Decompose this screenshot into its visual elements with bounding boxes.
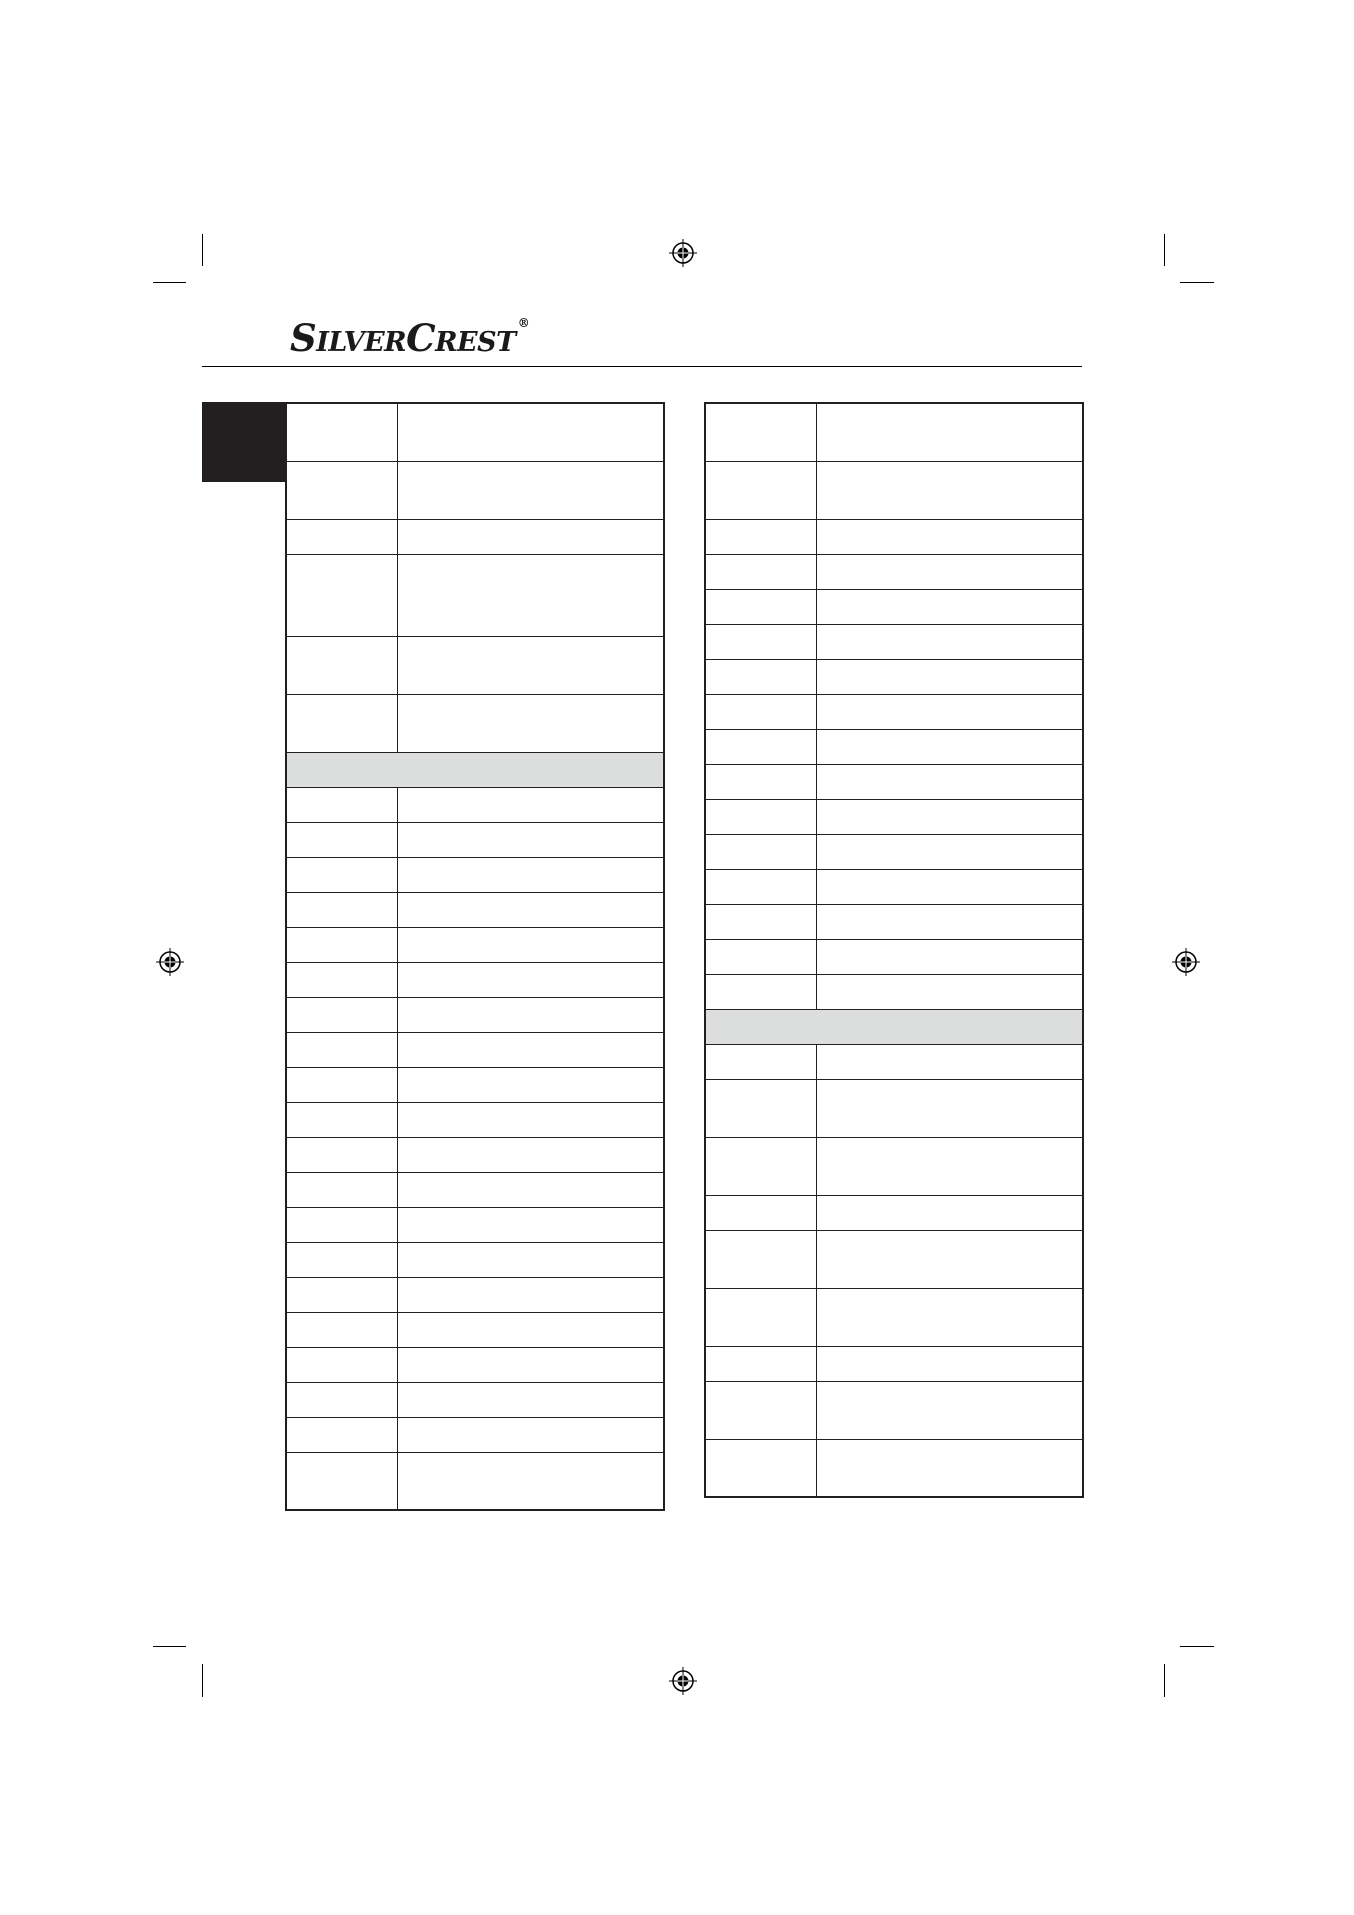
table-row bbox=[705, 624, 1083, 659]
value-cell bbox=[397, 554, 664, 636]
value-cell bbox=[397, 1277, 664, 1312]
label-cell bbox=[286, 962, 397, 997]
label-cell bbox=[705, 403, 816, 461]
logo-letter-c: C bbox=[406, 316, 436, 360]
label-cell bbox=[286, 1102, 397, 1137]
table-row bbox=[705, 519, 1083, 554]
label-cell bbox=[705, 554, 816, 589]
value-cell bbox=[397, 857, 664, 892]
value-cell bbox=[816, 1044, 1083, 1079]
table-row bbox=[286, 1242, 664, 1277]
value-cell bbox=[397, 1102, 664, 1137]
label-cell bbox=[286, 1032, 397, 1067]
value-cell bbox=[816, 1137, 1083, 1195]
label-cell bbox=[705, 974, 816, 1009]
spec-table-left bbox=[285, 402, 665, 1511]
label-cell bbox=[705, 461, 816, 519]
value-cell bbox=[397, 927, 664, 962]
table-row bbox=[286, 1382, 664, 1417]
table-row bbox=[286, 962, 664, 997]
value-cell bbox=[816, 589, 1083, 624]
table-row bbox=[286, 1102, 664, 1137]
label-cell bbox=[705, 624, 816, 659]
table-row bbox=[286, 461, 664, 519]
value-cell bbox=[816, 403, 1083, 461]
value-cell bbox=[397, 1382, 664, 1417]
table-row bbox=[286, 892, 664, 927]
table-row bbox=[286, 857, 664, 892]
label-cell bbox=[705, 1439, 816, 1497]
table-row bbox=[286, 997, 664, 1032]
label-cell bbox=[286, 892, 397, 927]
registration-mark-right-icon bbox=[1171, 947, 1201, 977]
table-row bbox=[705, 1137, 1083, 1195]
table-row bbox=[286, 1347, 664, 1382]
label-cell bbox=[286, 1312, 397, 1347]
registration-mark-bottom-icon bbox=[668, 1666, 698, 1696]
label-cell bbox=[286, 822, 397, 857]
table-row bbox=[286, 1452, 664, 1510]
logo-text-ilver: ILVER bbox=[316, 327, 407, 358]
spec-table-right bbox=[704, 402, 1084, 1498]
label-cell bbox=[705, 904, 816, 939]
brand-logo bbox=[290, 316, 530, 360]
value-cell bbox=[397, 1417, 664, 1452]
value-cell bbox=[397, 892, 664, 927]
table-row bbox=[705, 1195, 1083, 1230]
label-cell bbox=[286, 1347, 397, 1382]
label-cell bbox=[286, 403, 397, 461]
table-row bbox=[286, 787, 664, 822]
table-row bbox=[705, 589, 1083, 624]
table-row bbox=[705, 659, 1083, 694]
table-row bbox=[286, 927, 664, 962]
value-cell bbox=[816, 659, 1083, 694]
value-cell bbox=[397, 461, 664, 519]
value-cell bbox=[816, 1439, 1083, 1497]
label-cell bbox=[286, 1382, 397, 1417]
table-row bbox=[286, 1172, 664, 1207]
value-cell bbox=[816, 1381, 1083, 1439]
crop-mark-top-left-horizontal bbox=[153, 282, 186, 283]
table-row bbox=[705, 939, 1083, 974]
value-cell bbox=[816, 1230, 1083, 1288]
table-row bbox=[705, 403, 1083, 461]
value-cell bbox=[816, 694, 1083, 729]
table-row bbox=[286, 694, 664, 752]
table-row bbox=[705, 1079, 1083, 1137]
section-header-row bbox=[286, 752, 664, 787]
table-row bbox=[286, 1277, 664, 1312]
label-cell bbox=[286, 787, 397, 822]
registered-trademark: ® bbox=[517, 316, 530, 330]
table-row bbox=[286, 403, 664, 461]
label-cell bbox=[705, 1137, 816, 1195]
language-side-tab bbox=[202, 402, 286, 482]
table-row bbox=[705, 974, 1083, 1009]
value-cell bbox=[397, 1312, 664, 1347]
table-row bbox=[286, 1032, 664, 1067]
label-cell bbox=[705, 1079, 816, 1137]
table-row bbox=[286, 1312, 664, 1347]
value-cell bbox=[397, 1207, 664, 1242]
table-row bbox=[705, 1381, 1083, 1439]
label-cell bbox=[705, 589, 816, 624]
table-row bbox=[705, 799, 1083, 834]
label-cell bbox=[705, 694, 816, 729]
crop-mark-bottom-left-vertical bbox=[202, 1664, 203, 1697]
label-cell bbox=[286, 1242, 397, 1277]
value-cell bbox=[397, 1172, 664, 1207]
value-cell bbox=[397, 636, 664, 694]
value-cell bbox=[397, 694, 664, 752]
value-cell bbox=[397, 1137, 664, 1172]
label-cell bbox=[286, 1207, 397, 1242]
value-cell bbox=[816, 554, 1083, 589]
table-row bbox=[705, 1044, 1083, 1079]
label-cell bbox=[705, 1044, 816, 1079]
table-row bbox=[286, 1417, 664, 1452]
table-row bbox=[286, 554, 664, 636]
table-row bbox=[705, 554, 1083, 589]
logo-letter-s: S bbox=[290, 316, 317, 360]
label-cell bbox=[705, 1346, 816, 1381]
table-row bbox=[705, 904, 1083, 939]
value-cell bbox=[816, 624, 1083, 659]
label-cell bbox=[705, 1381, 816, 1439]
label-cell bbox=[705, 519, 816, 554]
value-cell bbox=[816, 939, 1083, 974]
label-cell bbox=[286, 636, 397, 694]
section-header-cell bbox=[286, 752, 664, 787]
value-cell bbox=[397, 519, 664, 554]
label-cell bbox=[705, 729, 816, 764]
label-cell bbox=[286, 1277, 397, 1312]
value-cell bbox=[816, 764, 1083, 799]
section-header-cell bbox=[705, 1009, 1083, 1044]
value-cell bbox=[816, 519, 1083, 554]
value-cell bbox=[816, 729, 1083, 764]
label-cell bbox=[705, 1288, 816, 1346]
value-cell bbox=[397, 1452, 664, 1510]
value-cell bbox=[816, 799, 1083, 834]
value-cell bbox=[816, 904, 1083, 939]
crop-mark-top-right-horizontal bbox=[1180, 282, 1214, 283]
crop-mark-top-right-vertical bbox=[1164, 234, 1165, 266]
label-cell bbox=[286, 1452, 397, 1510]
value-cell bbox=[816, 1079, 1083, 1137]
crop-mark-top-left-vertical bbox=[202, 234, 203, 266]
label-cell bbox=[286, 1067, 397, 1102]
crop-mark-bottom-left-horizontal bbox=[153, 1646, 186, 1647]
table-row bbox=[705, 1288, 1083, 1346]
value-cell bbox=[816, 1288, 1083, 1346]
value-cell bbox=[816, 869, 1083, 904]
label-cell bbox=[705, 834, 816, 869]
value-cell bbox=[397, 403, 664, 461]
label-cell bbox=[705, 799, 816, 834]
value-cell bbox=[816, 834, 1083, 869]
label-cell bbox=[286, 519, 397, 554]
label-cell bbox=[286, 554, 397, 636]
value-cell bbox=[397, 822, 664, 857]
value-cell bbox=[397, 1067, 664, 1102]
table-row bbox=[286, 636, 664, 694]
value-cell bbox=[816, 974, 1083, 1009]
label-cell bbox=[705, 1230, 816, 1288]
label-cell bbox=[705, 1195, 816, 1230]
label-cell bbox=[286, 1172, 397, 1207]
value-cell bbox=[397, 1347, 664, 1382]
table-row bbox=[286, 1067, 664, 1102]
label-cell bbox=[286, 857, 397, 892]
value-cell bbox=[816, 1346, 1083, 1381]
header-divider bbox=[202, 366, 1082, 367]
table-row bbox=[286, 1207, 664, 1242]
label-cell bbox=[705, 659, 816, 694]
value-cell bbox=[397, 997, 664, 1032]
label-cell bbox=[286, 997, 397, 1032]
crop-mark-bottom-right-vertical bbox=[1164, 1664, 1165, 1697]
table-row bbox=[705, 694, 1083, 729]
logo-text-rest: REST bbox=[435, 327, 516, 358]
section-header-row bbox=[705, 1009, 1083, 1044]
table-row bbox=[705, 764, 1083, 799]
label-cell bbox=[705, 869, 816, 904]
label-cell bbox=[705, 764, 816, 799]
value-cell bbox=[397, 787, 664, 822]
label-cell bbox=[286, 1417, 397, 1452]
table-row bbox=[705, 834, 1083, 869]
table-row bbox=[705, 1439, 1083, 1497]
value-cell bbox=[397, 1242, 664, 1277]
label-cell bbox=[286, 461, 397, 519]
label-cell bbox=[286, 1137, 397, 1172]
crop-mark-bottom-right-horizontal bbox=[1180, 1646, 1214, 1647]
registration-mark-left-icon bbox=[155, 947, 185, 977]
table-row bbox=[286, 519, 664, 554]
label-cell bbox=[705, 939, 816, 974]
table-row bbox=[286, 822, 664, 857]
table-row bbox=[286, 1137, 664, 1172]
label-cell bbox=[286, 927, 397, 962]
table-row bbox=[705, 729, 1083, 764]
value-cell bbox=[816, 1195, 1083, 1230]
table-row bbox=[705, 869, 1083, 904]
table-row bbox=[705, 1230, 1083, 1288]
value-cell bbox=[397, 1032, 664, 1067]
label-cell bbox=[286, 694, 397, 752]
table-row bbox=[705, 461, 1083, 519]
value-cell bbox=[397, 962, 664, 997]
value-cell bbox=[816, 461, 1083, 519]
table-row bbox=[705, 1346, 1083, 1381]
registration-mark-top-icon bbox=[668, 238, 698, 268]
